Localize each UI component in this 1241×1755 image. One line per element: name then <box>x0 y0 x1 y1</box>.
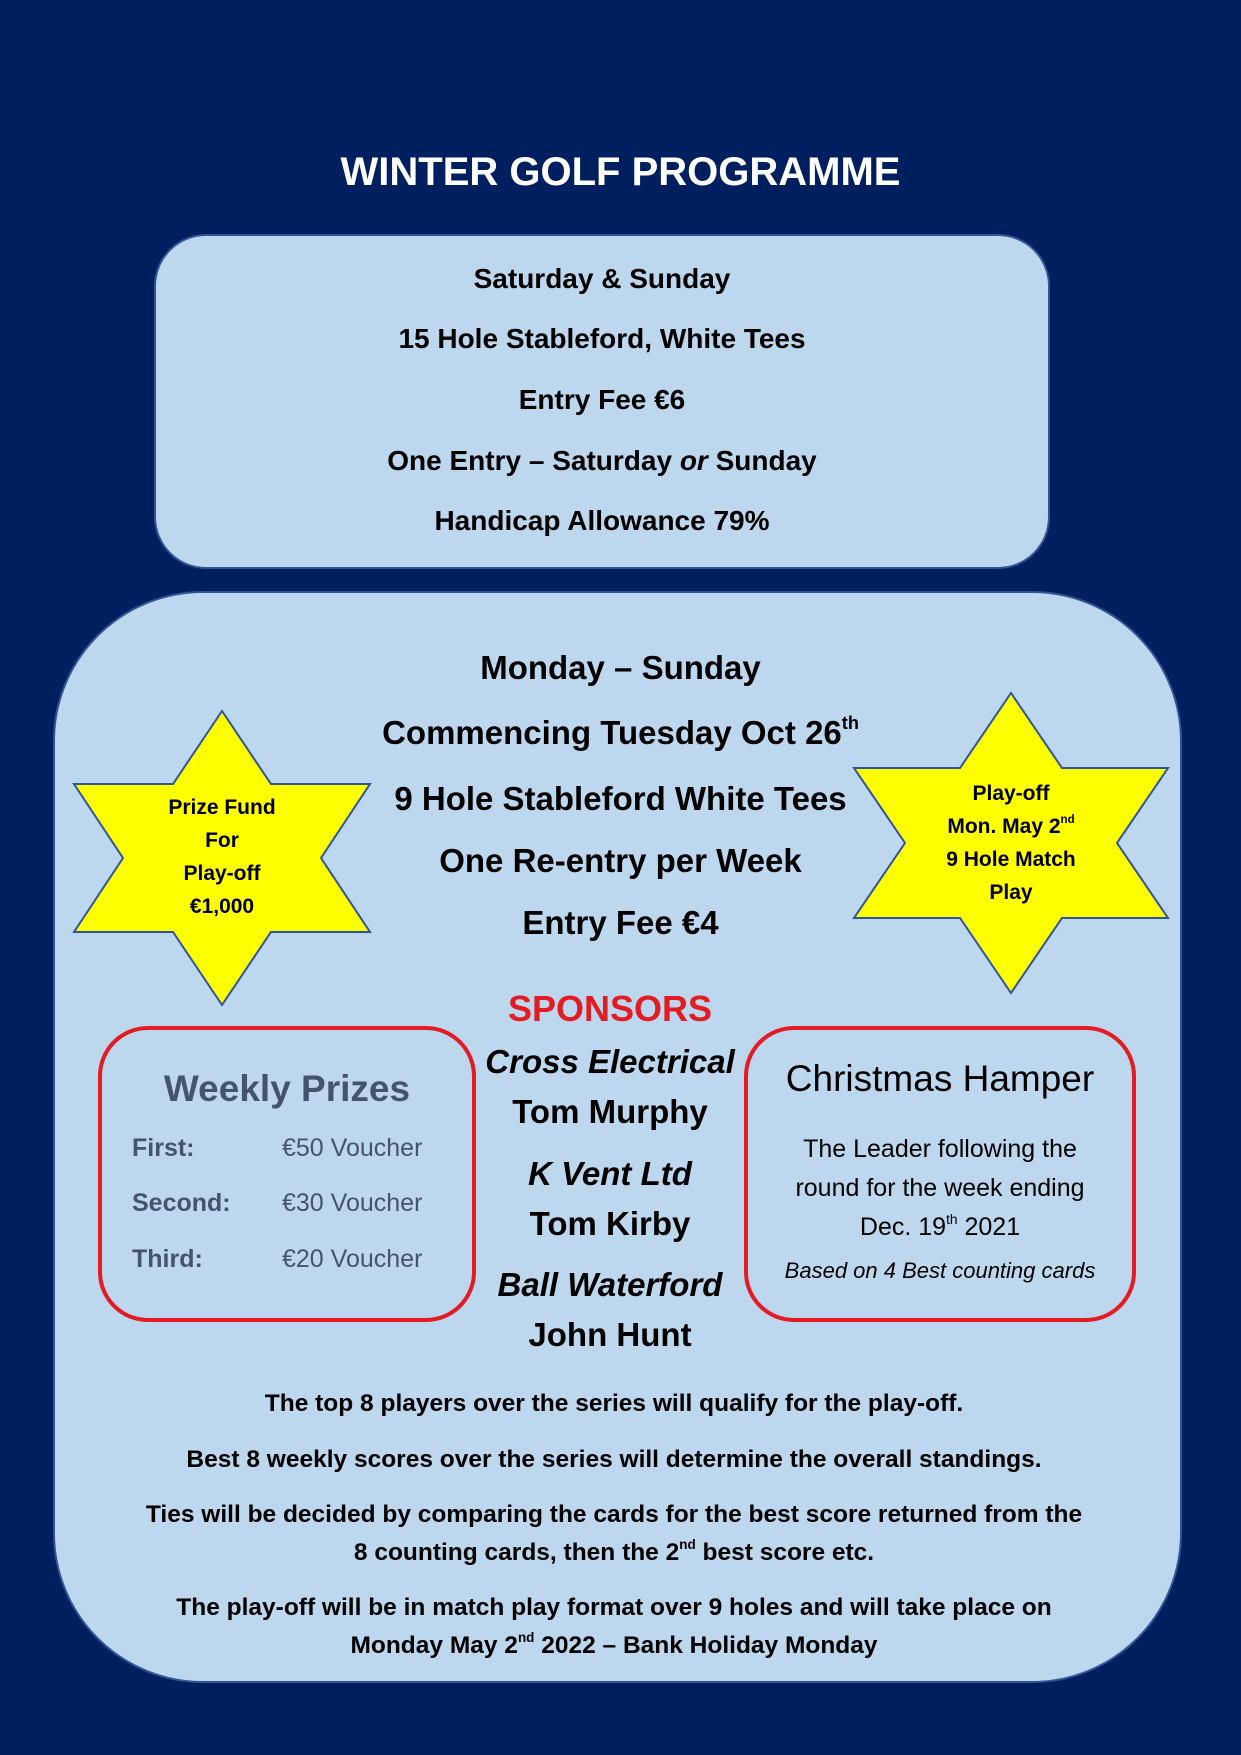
rule-play-off: The play-off will be in match play format over 9 holes and will take place on Monday May 2nd 2022 – Bank Holiday Monday <box>176 1594 1052 1659</box>
rule-standings: Best 8 weekly scores over the series will determine the overall standings. <box>186 1446 1042 1473</box>
prize-place: Third: <box>132 1245 203 1273</box>
sponsor-company: K Vent Ltd <box>528 1155 692 1192</box>
weekly-prizes-title: Weekly Prizes <box>163 1068 411 1109</box>
weekly-entry-fee: Entry Fee €4 <box>522 904 719 941</box>
sponsor-company: Cross Electrical <box>485 1043 735 1080</box>
christmas-hamper-title: Christmas Hamper <box>785 1058 1095 1099</box>
christmas-hamper-box <box>744 1026 1136 1322</box>
sponsor-company: Ball Waterford <box>497 1266 723 1303</box>
weekend-competition-panel <box>154 234 1050 569</box>
prize-value: €50 Voucher <box>282 1134 423 1162</box>
weekly-start-date: Commencing Tuesday Oct 26th <box>382 713 859 751</box>
sponsor-person: John Hunt <box>528 1316 692 1353</box>
sponsor-person: Tom Murphy <box>512 1093 708 1130</box>
weekly-format: 9 Hole Stableford White Tees <box>394 780 847 817</box>
page-title: WINTER GOLF PROGRAMME <box>340 150 901 194</box>
weekly-prizes-box <box>98 1026 476 1322</box>
sponsors-heading: SPONSORS <box>507 988 713 1029</box>
weekly-reentry: One Re-entry per Week <box>439 842 802 879</box>
prize-value: €20 Voucher <box>282 1245 423 1273</box>
rule-ties: Ties will be decided by comparing the cards for the best score returned from the 8 counting cards, then the 2nd best score etc. <box>145 1501 1083 1566</box>
christmas-hamper-note: Based on 4 Best counting cards <box>784 1258 1096 1283</box>
weekend-days: Saturday & Sunday <box>473 263 731 294</box>
prize-place: Second: <box>132 1189 231 1217</box>
play-off-text: Play-off Mon. May 2nd 9 Hole Match Play <box>946 782 1076 904</box>
prize-place: First: <box>132 1134 195 1162</box>
prize-value: €30 Voucher <box>282 1189 423 1217</box>
weekend-handicap: Handicap Allowance 79% <box>434 505 770 536</box>
weekend-format: 15 Hole Stableford, White Tees <box>398 323 806 354</box>
weekend-entry-rule: One Entry – Saturday or Sunday <box>387 445 817 476</box>
prize-fund-text: Prize Fund For Play-off €1,000 <box>168 796 276 918</box>
weekly-days: Monday – Sunday <box>480 649 761 686</box>
sponsor-person: Tom Kirby <box>529 1205 691 1242</box>
rule-qualify: The top 8 players over the series will qualify for the play-off. <box>264 1390 964 1417</box>
christmas-hamper-description: The Leader following the round for the week ending Dec. 19th 2021 <box>795 1135 1085 1241</box>
weekend-entry-fee: Entry Fee €6 <box>518 384 686 415</box>
